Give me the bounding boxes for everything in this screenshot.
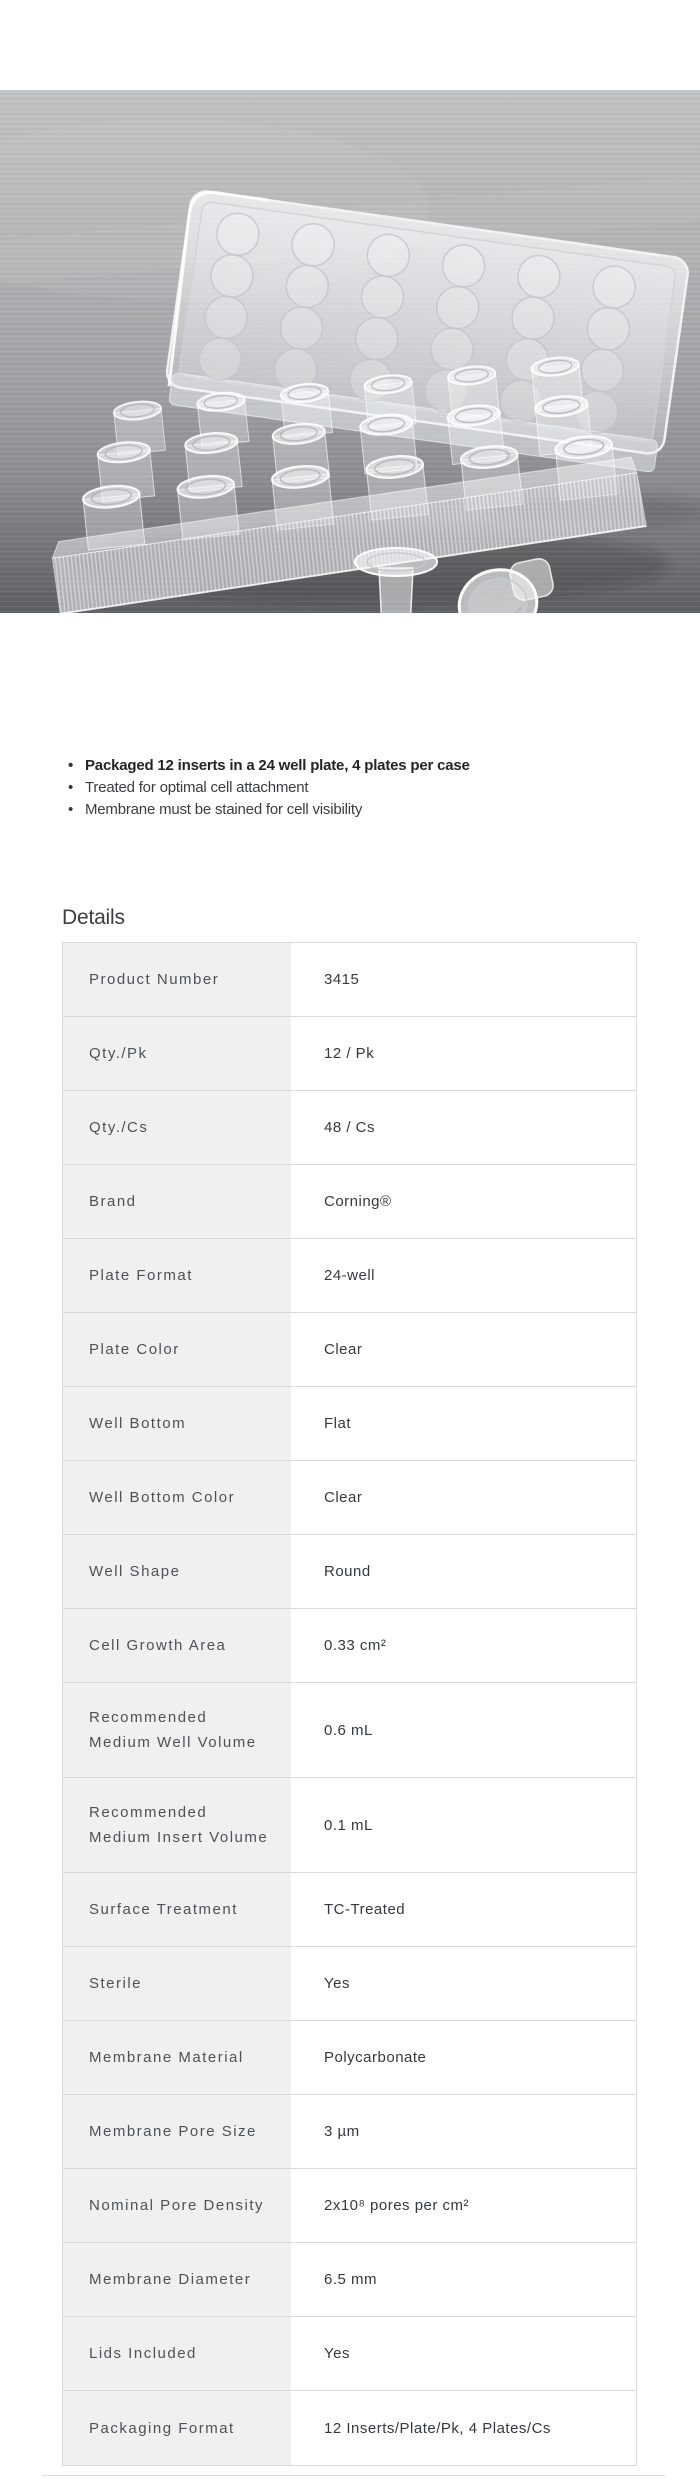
spec-row	[63, 1017, 636, 1091]
spec-label: Well Bottom	[89, 1415, 187, 1432]
spec-label-cell	[63, 2169, 291, 2242]
spec-label: Plate Color	[89, 1341, 180, 1358]
spec-label: Recommended Medium Insert Volume	[89, 1804, 269, 1846]
product-photo	[0, 90, 700, 613]
feature-item: • Packaged 12 inserts in a 24 well plate, 4 plates per case	[67, 755, 700, 777]
spec-value: TC-Treated	[324, 1901, 406, 1918]
spec-row	[63, 1683, 636, 1778]
spec-row	[63, 1947, 636, 2021]
spec-value-cell	[291, 1017, 636, 1090]
spec-label-cell	[63, 1239, 291, 1312]
spec-value-cell	[291, 1461, 636, 1534]
spec-label: Membrane Diameter	[89, 2271, 252, 2288]
spec-value: 3 µm	[324, 2123, 360, 2140]
spec-label-cell	[63, 943, 291, 1016]
spec-label: Plate Format	[89, 1267, 193, 1284]
spec-row	[63, 2021, 636, 2095]
spec-label: Well Bottom Color	[89, 1489, 236, 1506]
spec-label: Sterile	[89, 1975, 143, 1992]
spec-value: 0.33 cm²	[324, 1637, 387, 1654]
spec-row	[63, 1091, 636, 1165]
spec-value: 3415	[324, 971, 360, 988]
spec-value-cell	[291, 1313, 636, 1386]
spec-row	[63, 1239, 636, 1313]
spec-label-cell	[63, 1313, 291, 1386]
spec-value: 0.1 mL	[324, 1816, 373, 1834]
features-list	[67, 755, 700, 821]
spec-label-cell	[63, 1091, 291, 1164]
spec-label: Nominal Pore Density	[89, 2197, 265, 2214]
spec-value-cell	[291, 1387, 636, 1460]
spec-label: Qty./Cs	[89, 1119, 149, 1136]
spec-value: Yes	[324, 1975, 350, 1992]
spec-value: Yes	[324, 2345, 350, 2362]
spec-value-cell	[291, 2391, 636, 2465]
spec-row	[63, 2243, 636, 2317]
spec-row	[63, 2391, 636, 2465]
spec-label: Lids Included	[89, 2345, 197, 2362]
spec-label: Cell Growth Area	[89, 1637, 227, 1654]
spec-label: Membrane Material	[89, 2049, 244, 2066]
spec-label-cell	[63, 1683, 291, 1777]
spec-value-cell	[291, 2317, 636, 2390]
spec-row	[63, 1387, 636, 1461]
feature-item: • Treated for optimal cell attachment	[67, 777, 700, 799]
spec-label-cell	[63, 1947, 291, 2020]
spec-value: 12 Inserts/Plate/Pk, 4 Plates/Cs	[324, 2419, 551, 2437]
spec-value: Polycarbonate	[324, 2049, 427, 2066]
spec-label-cell	[63, 1873, 291, 1946]
spec-value-cell	[291, 2021, 636, 2094]
spec-value-cell	[291, 1239, 636, 1312]
spec-row	[63, 943, 636, 1017]
spec-value-cell	[291, 1091, 636, 1164]
spec-label-cell	[63, 2021, 291, 2094]
spec-value: 6.5 mm	[324, 2271, 378, 2288]
spec-value-cell	[291, 1535, 636, 1608]
spec-value: Clear	[324, 1489, 363, 1506]
spec-value-cell	[291, 2095, 636, 2168]
details-table	[62, 942, 637, 2466]
spec-value-cell	[291, 1165, 636, 1238]
spec-value-cell	[291, 2243, 636, 2316]
spec-value-cell	[291, 1873, 636, 1946]
details-heading: Details	[62, 906, 125, 929]
spec-label-cell	[63, 1165, 291, 1238]
spec-value: 0.6 mL	[324, 1721, 373, 1739]
feature-item: • Membrane must be stained for cell visibility	[67, 799, 700, 821]
spec-label-cell	[63, 1609, 291, 1682]
spec-row	[63, 1313, 636, 1387]
spec-row	[63, 1535, 636, 1609]
spec-label-cell	[63, 1778, 291, 1872]
spec-value: 2x10⁸ pores per cm²	[324, 2197, 470, 2214]
spec-label: Qty./Pk	[89, 1045, 148, 1062]
spec-label-cell	[63, 1461, 291, 1534]
spec-label-cell	[63, 2391, 291, 2465]
spec-row	[63, 1873, 636, 1947]
spec-label: Well Shape	[89, 1563, 181, 1580]
spec-label: Membrane Pore Size	[89, 2123, 257, 2140]
spec-label: Recommended Medium Well Volume	[89, 1709, 257, 1751]
spec-value: 24-well	[324, 1267, 376, 1284]
spec-value-cell	[291, 1683, 636, 1777]
spec-label-cell	[63, 2243, 291, 2316]
spec-value-cell	[291, 1609, 636, 1682]
spec-value-cell	[291, 1947, 636, 2020]
spec-label: Packaging Format	[89, 2419, 235, 2437]
spec-value: Clear	[324, 1341, 363, 1358]
spec-row	[63, 1165, 636, 1239]
spec-value: Flat	[324, 1415, 352, 1432]
spec-value-cell	[291, 1778, 636, 1872]
spec-value: 12 / Pk	[324, 1045, 375, 1062]
spec-label-cell	[63, 1017, 291, 1090]
spec-value-cell	[291, 943, 636, 1016]
spec-row	[63, 1461, 636, 1535]
spec-label: Surface Treatment	[89, 1901, 238, 1918]
spec-label-cell	[63, 2317, 291, 2390]
spec-row	[63, 2095, 636, 2169]
spec-label: Product Number	[89, 971, 220, 988]
spec-value: Corning®	[324, 1193, 392, 1210]
spec-value: Round	[324, 1563, 371, 1580]
spec-label-cell	[63, 2095, 291, 2168]
spec-row	[63, 2169, 636, 2243]
spec-label-cell	[63, 1387, 291, 1460]
spec-row	[63, 1778, 636, 1873]
spec-value-cell	[291, 2169, 636, 2242]
spec-label-cell	[63, 1535, 291, 1608]
spec-row	[63, 1609, 636, 1683]
spec-row	[63, 2317, 636, 2391]
spec-label: Brand	[89, 1193, 137, 1210]
spec-value: 48 / Cs	[324, 1119, 376, 1136]
